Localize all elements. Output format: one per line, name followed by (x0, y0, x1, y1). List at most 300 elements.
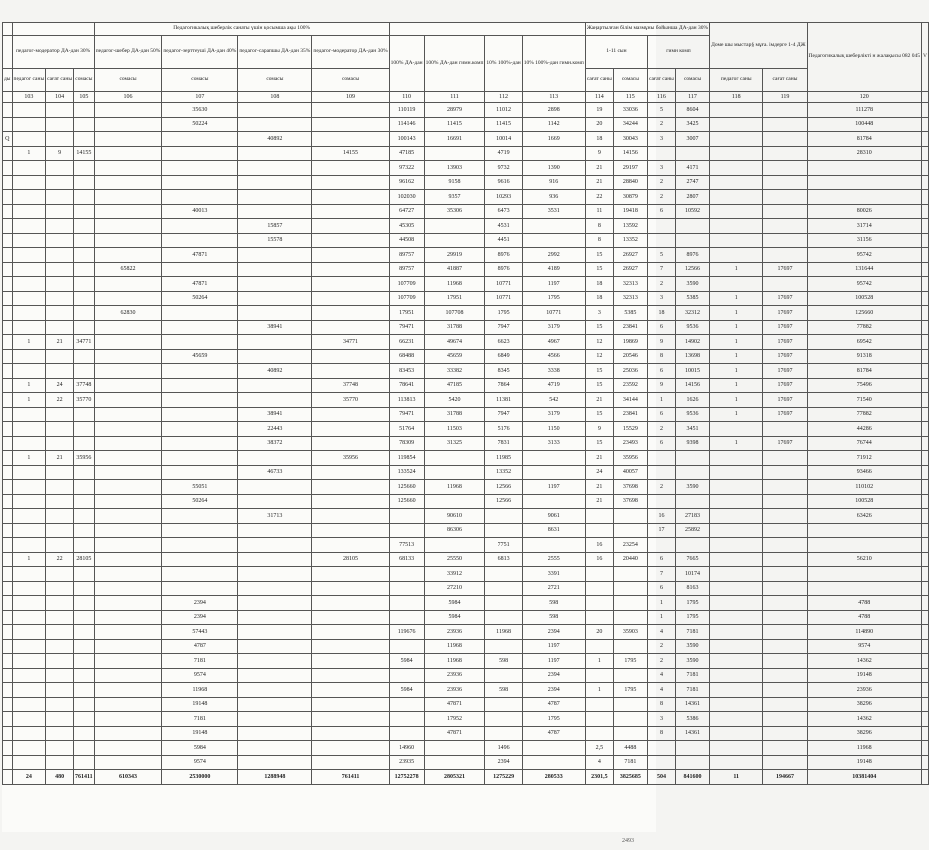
table-cell: 31788 (424, 320, 485, 335)
table-cell (312, 726, 389, 741)
table-cell: 8 (647, 726, 675, 741)
table-cell (12, 407, 46, 422)
table-cell (238, 523, 312, 538)
table-cell (389, 712, 424, 727)
table-cell: 19148 (807, 755, 921, 770)
table-cell (162, 393, 238, 408)
table-cell (922, 494, 929, 509)
table-cell (312, 610, 389, 625)
header-sum: сомасы (613, 69, 647, 92)
table-cell: 4719 (522, 378, 585, 393)
table-cell (3, 219, 13, 234)
table-cell: 8976 (485, 262, 522, 277)
table-cell: 15 (585, 320, 613, 335)
table-cell (74, 219, 95, 234)
table-cell: 2555 (522, 552, 585, 567)
table-cell (522, 146, 585, 161)
table-cell: 15 (585, 407, 613, 422)
table-cell (3, 451, 13, 466)
table-cell (922, 596, 929, 611)
table-row (3, 364, 929, 379)
table-cell: 100528 (807, 494, 921, 509)
table-cell (312, 204, 389, 219)
table-cell: 1795 (522, 291, 585, 306)
table-cell (12, 567, 46, 582)
table-cell: 1 (710, 335, 763, 350)
table-cell: 18 (585, 277, 613, 292)
header-10: 10% 100%-дан (485, 36, 522, 92)
table-row (3, 103, 929, 118)
table-cell: 34144 (613, 393, 647, 408)
table-cell (74, 480, 95, 495)
table-cell: 10293 (485, 190, 522, 205)
table-cell (46, 291, 74, 306)
table-cell: 9061 (522, 509, 585, 524)
table-cell (94, 146, 162, 161)
table-cell: 6623 (485, 335, 522, 350)
table-cell (922, 407, 929, 422)
table-cell (3, 639, 13, 654)
table-cell (312, 349, 389, 364)
table-cell (922, 451, 929, 466)
table-cell: 33036 (613, 103, 647, 118)
header-gimn: гимн комп (647, 36, 709, 69)
table-cell: 25892 (675, 523, 709, 538)
table-cell (94, 654, 162, 669)
table-cell: 100143 (389, 132, 424, 147)
table-row (3, 465, 929, 480)
table-cell (522, 741, 585, 756)
table-cell (312, 233, 389, 248)
table-cell: 102030 (389, 190, 424, 205)
table-row (3, 378, 929, 393)
table-cell (238, 726, 312, 741)
header-sum: сомасы (312, 69, 389, 92)
table-cell: 7181 (613, 755, 647, 770)
table-cell: 1 (12, 378, 46, 393)
table-row (3, 639, 929, 654)
column-number: 118 (710, 92, 763, 103)
table-cell (3, 117, 13, 132)
table-cell (3, 465, 13, 480)
table-cell: 14902 (675, 335, 709, 350)
table-cell: 110119 (389, 103, 424, 118)
table-row (3, 668, 929, 683)
table-cell: 3590 (675, 480, 709, 495)
table-cell: 10592 (675, 204, 709, 219)
table-cell: 28840 (613, 175, 647, 190)
table-cell: 38941 (238, 320, 312, 335)
table-cell: 29919 (424, 248, 485, 263)
table-cell: 32313 (613, 291, 647, 306)
table-cell (74, 190, 95, 205)
table-cell (922, 552, 929, 567)
table-cell (312, 407, 389, 422)
table-cell (922, 175, 929, 190)
table-cell (675, 146, 709, 161)
table-cell (312, 683, 389, 698)
table-cell: 12566 (485, 494, 522, 509)
table-cell (807, 190, 921, 205)
table-cell (3, 610, 13, 625)
table-cell (3, 523, 13, 538)
header-1-11: 1-11 сын (585, 36, 647, 69)
table-row (3, 538, 929, 553)
table-cell: 81784 (807, 132, 921, 147)
table-cell: 3007 (675, 132, 709, 147)
table-row (3, 204, 929, 219)
table-cell (94, 552, 162, 567)
header-100da: 100% ДА-дан (389, 36, 424, 92)
table-cell (485, 509, 522, 524)
table-cell (312, 697, 389, 712)
table-cell (763, 755, 807, 770)
table-cell: 37698 (613, 494, 647, 509)
table-cell (74, 581, 95, 596)
table-cell: 12 (585, 349, 613, 364)
table-cell: 5176 (485, 422, 522, 437)
table-cell: 7947 (485, 407, 522, 422)
table-cell (647, 494, 675, 509)
table-cell (74, 407, 95, 422)
table-cell (12, 248, 46, 263)
table-cell: 80026 (807, 204, 921, 219)
table-row (3, 683, 929, 698)
table-cell (46, 639, 74, 654)
table-cell (922, 625, 929, 640)
table-cell: 125660 (389, 480, 424, 495)
table-cell (46, 509, 74, 524)
table-cell (74, 320, 95, 335)
table-cell: 47871 (424, 697, 485, 712)
table-cell (389, 668, 424, 683)
table-cell (12, 262, 46, 277)
table-cell: 21 (585, 175, 613, 190)
table-cell: 100528 (807, 291, 921, 306)
table-cell (675, 538, 709, 553)
table-cell: 9732 (485, 161, 522, 176)
table-cell (12, 175, 46, 190)
header-ped-count: педагог саны (710, 69, 763, 92)
table-cell (74, 668, 95, 683)
table-cell (312, 219, 389, 234)
total-cell: 12752278 (389, 770, 424, 785)
table-cell (74, 523, 95, 538)
table-cell: 21 (585, 451, 613, 466)
header-da: ды (3, 69, 13, 92)
table-cell: 30043 (613, 132, 647, 147)
table-cell (922, 190, 929, 205)
total-cell: 3825685 (613, 770, 647, 785)
table-cell (74, 349, 95, 364)
table-cell (238, 306, 312, 321)
table-cell: 1 (647, 393, 675, 408)
table-cell: 17951 (424, 291, 485, 306)
header-moderator: педагог-модератор ДА-дан 30% (12, 36, 94, 69)
table-cell: 17697 (763, 262, 807, 277)
table-cell: 21 (46, 451, 74, 466)
table-cell: 16 (647, 509, 675, 524)
table-cell (94, 465, 162, 480)
table-cell (613, 610, 647, 625)
table-cell (807, 538, 921, 553)
table-cell (94, 422, 162, 437)
table-cell: 11415 (424, 117, 485, 132)
table-cell: 4788 (807, 610, 921, 625)
table-cell (12, 610, 46, 625)
table-cell (485, 567, 522, 582)
table-cell: 18 (585, 291, 613, 306)
table-cell (12, 291, 46, 306)
table-cell: 5984 (424, 596, 485, 611)
table-cell (522, 494, 585, 509)
table-cell: 4 (647, 668, 675, 683)
table-cell (3, 161, 13, 176)
table-cell (3, 712, 13, 727)
table-cell (238, 581, 312, 596)
table-cell (238, 277, 312, 292)
table-cell: 64727 (389, 204, 424, 219)
table-cell: 1 (710, 320, 763, 335)
table-cell (46, 538, 74, 553)
total-cell: 2301,5 (585, 770, 613, 785)
table-cell: 14960 (389, 741, 424, 756)
table-cell: 20 (585, 117, 613, 132)
column-number: 103 (12, 92, 46, 103)
table-cell: 14361 (675, 697, 709, 712)
column-number-row (3, 92, 929, 103)
table-cell (675, 219, 709, 234)
table-cell (94, 494, 162, 509)
table-cell (485, 639, 522, 654)
table-cell: 2394 (522, 668, 585, 683)
table-cell: 23935 (389, 755, 424, 770)
header-row-1 (3, 23, 929, 36)
table-cell: 95742 (807, 248, 921, 263)
table-cell (238, 552, 312, 567)
column-number (922, 92, 929, 103)
table-cell: 5984 (389, 654, 424, 669)
table-cell (312, 480, 389, 495)
table-cell (3, 393, 13, 408)
header-sum: сомасы (675, 69, 709, 92)
column-number: 115 (613, 92, 647, 103)
table-cell (312, 465, 389, 480)
table-cell: 11968 (424, 639, 485, 654)
header-dom-title: Доме шы мыстар§ мұға. імдерге 1-4 ДЖ (710, 23, 807, 69)
table-cell: 22 (46, 393, 74, 408)
table-cell (710, 494, 763, 509)
table-cell (3, 422, 13, 437)
table-cell (710, 683, 763, 698)
table-row (3, 248, 929, 263)
table-cell (647, 451, 675, 466)
column-number: 104 (46, 92, 74, 103)
table-cell (763, 204, 807, 219)
table-cell: 1197 (522, 654, 585, 669)
table-cell (807, 175, 921, 190)
table-cell: 14156 (613, 146, 647, 161)
table-cell: 11503 (424, 422, 485, 437)
table-cell (585, 668, 613, 683)
table-cell: 11985 (485, 451, 522, 466)
table-cell (238, 103, 312, 118)
table-cell (3, 726, 13, 741)
table-cell: 26927 (613, 262, 647, 277)
table-cell: 7665 (675, 552, 709, 567)
table-cell (710, 132, 763, 147)
table-row (3, 422, 929, 437)
table-row (3, 494, 929, 509)
table-cell (922, 654, 929, 669)
table-cell: 22443 (238, 422, 312, 437)
table-cell (312, 190, 389, 205)
table-cell: 16 (585, 538, 613, 553)
table-cell (238, 480, 312, 495)
table-cell (3, 291, 13, 306)
table-cell (162, 320, 238, 335)
table-cell (94, 581, 162, 596)
table-cell: 68488 (389, 349, 424, 364)
table-cell (74, 291, 95, 306)
table-cell (74, 654, 95, 669)
table-cell (647, 146, 675, 161)
table-cell: 3179 (522, 320, 585, 335)
column-number: 117 (675, 92, 709, 103)
table-cell (238, 335, 312, 350)
table-cell (585, 610, 613, 625)
table-cell: 14155 (74, 146, 95, 161)
table-cell: 14362 (807, 654, 921, 669)
table-cell (710, 248, 763, 263)
table-row (3, 581, 929, 596)
table-cell (238, 639, 312, 654)
table-cell (763, 726, 807, 741)
table-cell (522, 465, 585, 480)
table-cell (238, 494, 312, 509)
table-cell (647, 538, 675, 553)
table-cell: 8 (585, 233, 613, 248)
table-cell: 936 (522, 190, 585, 205)
table-cell: 23936 (424, 683, 485, 698)
table-cell (424, 755, 485, 770)
table-cell (312, 654, 389, 669)
table-cell (74, 306, 95, 321)
table-cell: 24 (585, 465, 613, 480)
table-cell (94, 683, 162, 698)
table-cell (485, 712, 522, 727)
table-cell (12, 480, 46, 495)
table-cell: 8 (647, 697, 675, 712)
table-cell: 38941 (238, 407, 312, 422)
table-cell: 38296 (807, 697, 921, 712)
table-cell: 7947 (485, 320, 522, 335)
table-cell: 21 (585, 494, 613, 509)
table-cell (312, 291, 389, 306)
table-cell (46, 610, 74, 625)
table-cell (763, 639, 807, 654)
table-cell: 7181 (162, 712, 238, 727)
table-cell (585, 567, 613, 582)
table-cell: 8163 (675, 581, 709, 596)
table-cell: 32312 (675, 306, 709, 321)
table-row (3, 509, 929, 524)
table-cell: 9 (647, 335, 675, 350)
table-row (3, 335, 929, 350)
table-cell: 47185 (424, 378, 485, 393)
table-cell (312, 581, 389, 596)
table-cell (46, 233, 74, 248)
table-cell (485, 668, 522, 683)
table-cell (922, 320, 929, 335)
table-cell (710, 712, 763, 727)
table-cell (94, 364, 162, 379)
table-cell (710, 190, 763, 205)
table-cell: 131644 (807, 262, 921, 277)
table-cell (922, 726, 929, 741)
table-cell (710, 567, 763, 582)
table-cell: 51764 (389, 422, 424, 437)
header-sum: сомасы (94, 69, 162, 92)
table-cell (710, 581, 763, 596)
table-cell (763, 523, 807, 538)
header-shebir: педагог-шебер ДА-дан 50% (94, 36, 162, 69)
table-cell: 45305 (389, 219, 424, 234)
table-cell: 1142 (522, 117, 585, 132)
table-cell: 23936 (807, 683, 921, 698)
table-cell: 1795 (485, 306, 522, 321)
table-cell: 17697 (763, 393, 807, 408)
table-cell (74, 422, 95, 437)
table-cell: 7181 (675, 625, 709, 640)
table-cell (522, 538, 585, 553)
table-cell: 83453 (389, 364, 424, 379)
table-cell (647, 233, 675, 248)
table-cell (238, 567, 312, 582)
table-cell (12, 306, 46, 321)
table-cell (3, 538, 13, 553)
table-cell (312, 175, 389, 190)
table-cell: 40892 (238, 132, 312, 147)
table-cell (763, 697, 807, 712)
table-cell: 4719 (485, 146, 522, 161)
table-cell: 23493 (613, 436, 647, 451)
table-cell: 22 (585, 190, 613, 205)
header-sarapshy: педагог-сарапшы ДА-дан 35% (238, 36, 312, 69)
table-cell: 2747 (675, 175, 709, 190)
table-cell (424, 741, 485, 756)
table-cell (12, 204, 46, 219)
table-cell (389, 509, 424, 524)
table-cell (485, 610, 522, 625)
table-cell: 9158 (424, 175, 485, 190)
page-corner-number: 2493 (622, 838, 634, 844)
table-cell: 81784 (807, 364, 921, 379)
table-cell: 4787 (522, 697, 585, 712)
table-cell: 15 (585, 436, 613, 451)
table-cell (922, 741, 929, 756)
table-cell (94, 639, 162, 654)
table-cell: 15 (585, 248, 613, 263)
table-row (3, 726, 929, 741)
table-cell (710, 697, 763, 712)
table-cell: 47871 (424, 726, 485, 741)
table-row (3, 480, 929, 495)
table-row (3, 552, 929, 567)
table-cell: 11968 (424, 654, 485, 669)
table-cell: 2898 (522, 103, 585, 118)
table-cell: 93466 (807, 465, 921, 480)
